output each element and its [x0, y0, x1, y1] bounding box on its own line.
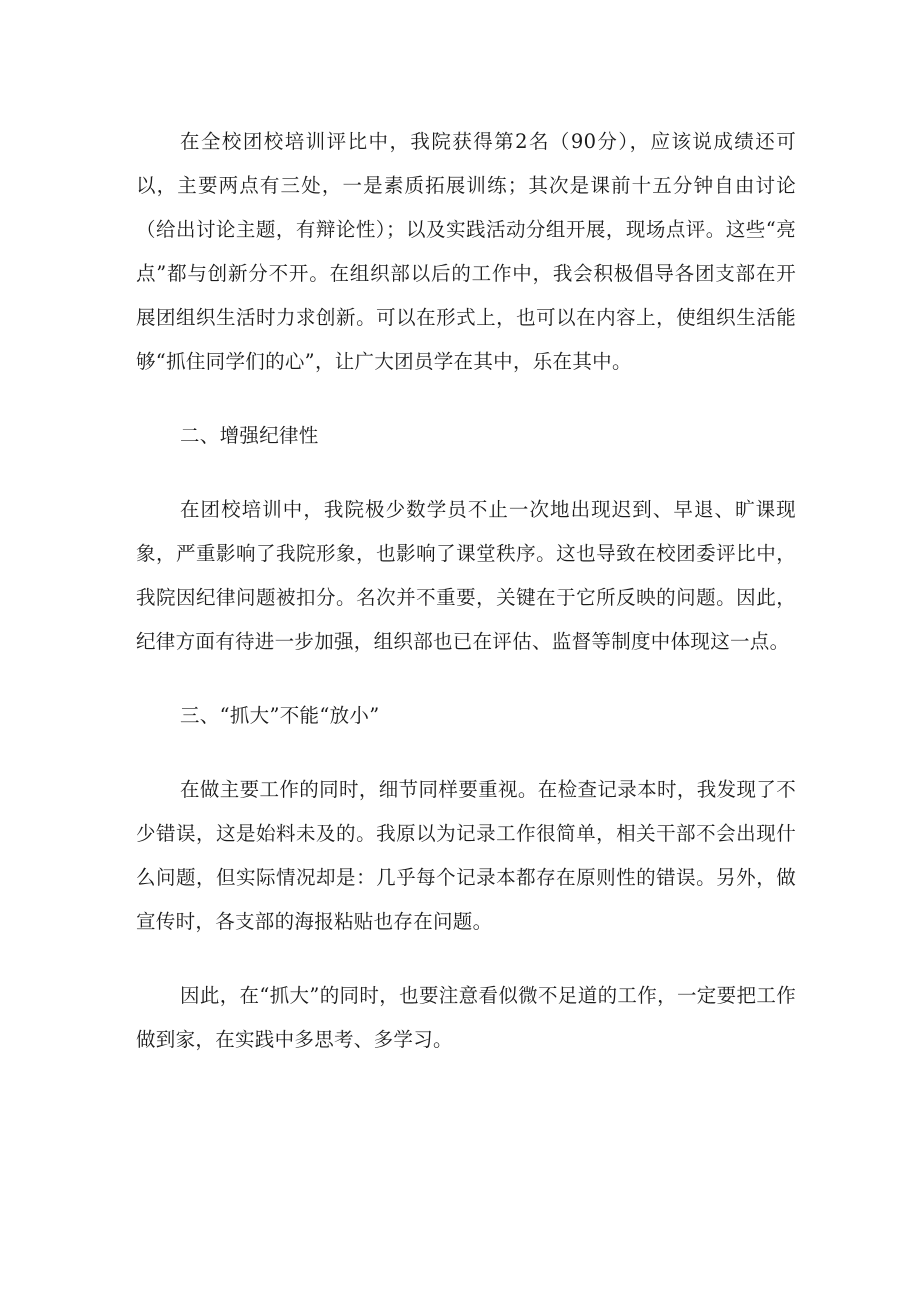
section-heading-discipline: 二、增强纪律性 — [180, 424, 319, 447]
paragraph-conclusion: 因此，在“抓大”的同时，也要注意看似微不足道的工作，一定要把工作做到家，在实践中多思考、多学习。 — [136, 984, 796, 1051]
document-body — [136, 120, 796, 1062]
paragraph-details: 在做主要工作的同时，细节同样要重视。在检查记录本时，我发现了不少错误，这是始料未及的。我原以为记录工作很简单，相关干部不会出现什么问题，但实际情况却是：几乎每个记录本都存在原则性的错误。另外，做宣传时，各支部的海报粘贴也存在问题。 — [136, 778, 796, 933]
paragraph-innovation: 在全校团校培训评比中，我院获得第2名（90分），应该说成绩还可以，主要两点有三处，一是素质拓展训练；其次是课前十五分钟自由讨论（给出讨论主题，有辩论性）；以及实践活动分组开展，现场点评。这些“亮点”都与创新分不开。在组织部以后的工作中，我会积极倡导各团支部在开展团组织生活时力求创新。可以在形式上，也可以在内容上，使组织生活能够“抓住同学们的心”，让广大团员学在其中，乐在其中。 — [136, 130, 796, 373]
paragraph-discipline: 在团校培训中，我院极少数学员不止一次地出现迟到、早退、旷课现象，严重影响了我院形象，也影响了课堂秩序。这也导致在校团委评比中，我院因纪律问题被扣分。名次并不重要，关键在于它所反映的问题。因此，纪律方面有待进一步加强，组织部也已在评估、监督等制度中体现这一点。 — [136, 498, 796, 653]
section-heading-details: 三、“抓大”不能“放小” — [180, 704, 380, 727]
